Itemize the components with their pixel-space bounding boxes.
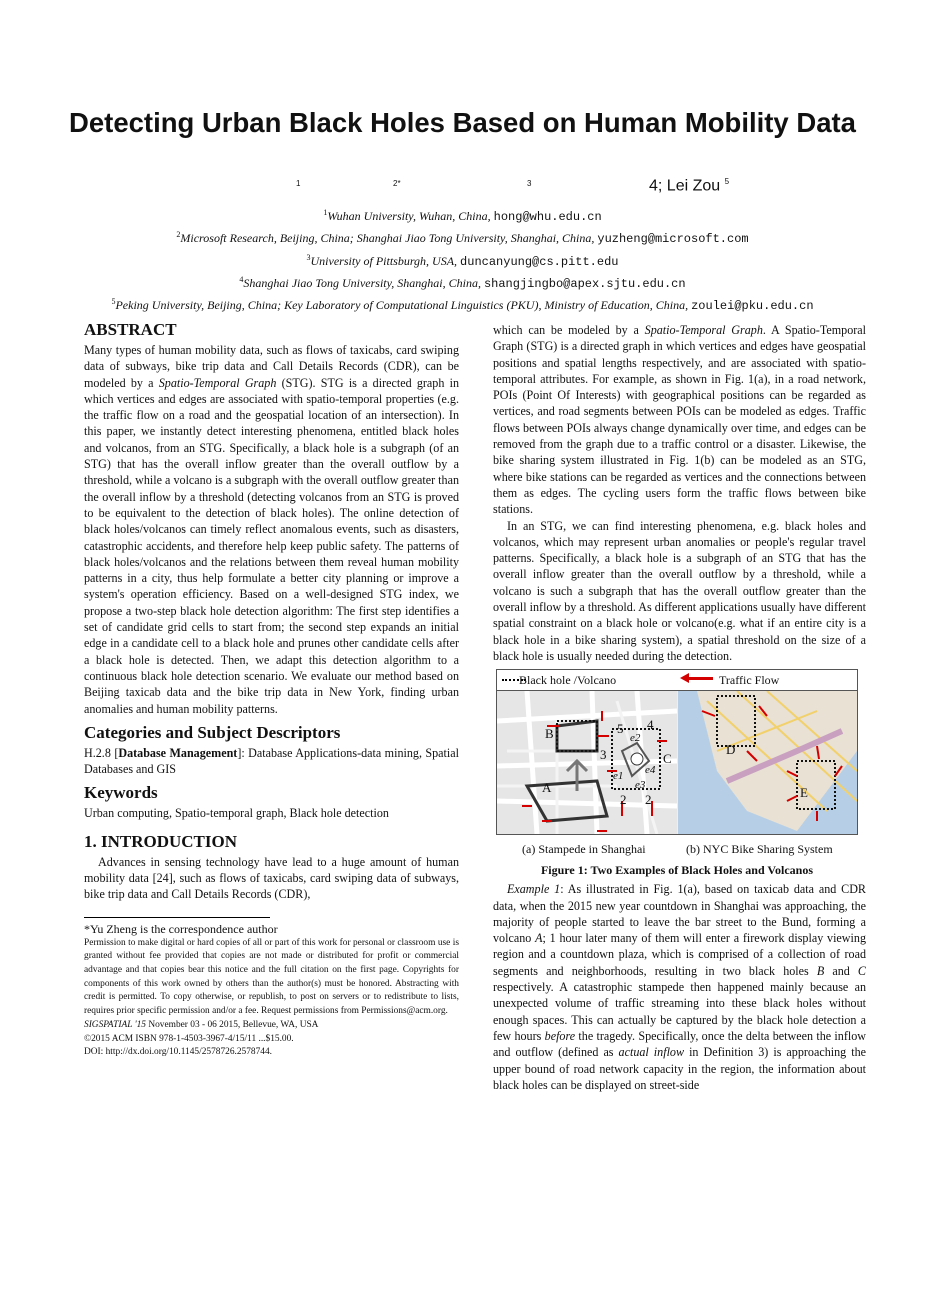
figure-caption: Figure 1: Two Examples of Black Holes and Volcanos (540, 863, 814, 878)
affiliation-sup: 3 (306, 252, 311, 262)
affiliation-sup: 4 (239, 274, 244, 284)
label-c: C (663, 751, 672, 767)
last-author-name: Lei Zou (666, 177, 721, 195)
affiliation-institution: Peking University, Beijing, China; Key Laboratory of Computational Linguistics (PKU), Ministry of Education, China, (115, 298, 689, 313)
author-sup: 1 (296, 179, 301, 188)
categories-rest: ]: Database Applications-data mining, Spatial Databases and GIS (84, 745, 459, 777)
example-text: and (824, 963, 858, 978)
label-e1: e1 (613, 770, 624, 783)
last-author-sup: 5 (724, 177, 730, 186)
label-2a: 2 (620, 792, 627, 808)
example-text: in Definition 3) is approaching the upper bound of road network capacity in the region, the information about black holes can be displayed on street-side (493, 1045, 866, 1092)
conference-line (84, 1019, 459, 1033)
conference-name: SIGSPATIAL '15 (84, 1019, 146, 1030)
map-b (678, 691, 857, 834)
conference-rest: November 03 - 06 2015, Bellevue, WA, USA (146, 1019, 319, 1030)
abstract-text (84, 342, 459, 717)
label-3: 3 (600, 747, 607, 763)
categories-text (84, 745, 459, 778)
label-4: 4 (647, 717, 654, 733)
affiliation-line (60, 226, 865, 248)
permission-block (84, 937, 459, 1060)
keywords-text: Urban computing, Spatio-temporal graph, Black hole detection (84, 806, 389, 821)
example-text: ; 1 hour later many of them will enter a firework display viewing region and a countdown plaza, which is comprised of a collection of road segments and neighborhoods, resulting in two black holes (493, 931, 866, 978)
footnote-rule (84, 917, 270, 918)
keywords-heading: Keywords (84, 783, 158, 803)
affiliation-line (60, 293, 865, 315)
label-e4: e4 (645, 764, 656, 777)
label-5: 5 (617, 721, 624, 737)
affiliation-sup: 2 (176, 230, 181, 240)
doi-line[interactable]: DOI: http://dx.doi.org/10.1145/2578726.2578744. (84, 1047, 273, 1058)
abstract-emphasis: Spatio-Temporal Graph (158, 375, 277, 390)
last-author-prefix: 4; (649, 177, 663, 195)
permission-text: Permission to make digital or hard copies of all or part of this work for personal or classroom use is granted without fee provided that copies are not made or distributed for profit or commercial advantage and that copies bear this notice and the full citation on the first page. Copyrights for components of this work owned by others than the author(s) must be honored. Abstracting with credit is permitted. To copy otherwise, or republish, to post on servers or to redistribute to lists, requires prior specific permission and/or a fee. Request permissions from Permissions@acm.org. (84, 937, 459, 1017)
abstract-heading: ABSTRACT (84, 320, 177, 339)
arrow-shaft-icon (687, 677, 713, 680)
figure-legend (496, 669, 858, 690)
example-var-b: B (816, 963, 825, 978)
author-line (60, 177, 865, 197)
map-a (497, 691, 677, 834)
author-sup: 2* (393, 179, 401, 188)
figure-subcaptions (496, 835, 858, 855)
affiliations (60, 204, 865, 315)
figure-map-svg (497, 691, 857, 834)
affiliation-institution: University of Pittsburgh, USA, (310, 253, 458, 268)
affiliation-institution: Microsoft Research, Beijing, China; Shanghai Jiao Tong University, Shanghai, China, (180, 231, 595, 246)
affiliation-line (60, 249, 865, 271)
affiliation-sup: 5 (111, 297, 116, 307)
affiliation-email[interactable]: zoulei@pku.edu.cn (691, 299, 814, 314)
example-emphasis: before (544, 1028, 576, 1043)
example-text: the tragedy. Specifically, once the delta between the inflow and outflow (defined as (493, 1028, 866, 1060)
affiliation-email[interactable]: duncanyung@cs.pitt.edu (460, 254, 619, 269)
label-a: A (542, 780, 552, 796)
label-2b: 2 (645, 792, 652, 808)
label-d: D (726, 742, 736, 758)
paper-title: Detecting Urban Black Holes Based on Human Mobility Data (69, 107, 856, 138)
example-var-a: A (535, 931, 543, 946)
categories-code: H.2.8 [ (84, 745, 119, 760)
label-e2: e2 (630, 732, 641, 745)
copyright-line: ©2015 ACM ISBN 978-1-4503-3967-4/15/11 ...$15.00. (84, 1033, 294, 1044)
affiliation-email[interactable]: yuzheng@microsoft.com (597, 232, 749, 247)
affiliation-sup: 1 (323, 208, 328, 217)
affiliation-line (60, 271, 865, 293)
intro-emphasis: Spatio-Temporal Graph (644, 323, 763, 337)
abstract-text-part: (STG). STG is a directed graph in which vertices and edges are associated with spatio-temporal properties (e.g. the traffic flow on a road and the geospatial location of an intersection). In this paper, we instantly detect interesting phenomena, entitled black holes and volcanos, from an STG. Specifically, a black hole is a subgraph (of an STG) that has the overall inflow greater than the overall outflow by a threshold, while a volcano is a subgraph with the overall outflow greater than the overall inflow by a threshold (detecting volcanos from an STG is proved to be equivalent to the detection of black holes). The online detection of black holes/volcanos can timely reflect anomalous events, such as disasters, catastrophic accidents, and therefore help keep public safety. The patterns of black holes/volcanos and the relations between them reveal human mobility patterns in a city, thus help formulate a better city planning or improve a system's operation efficiency. Based on a well-designed STG index, we propose a two-step black hole detection algorithm: The first step identifies a set of candidate grid cells to start from; the second step expands an initial edge in a candidate cell to a black hole and prunes other candidate cells after a black hole is detected. Then, we adapt this detection algorithm to a continuous black hole detection scenario. We evaluate our method based on Beijing taxicab data and the bike trip data in New York, finding urban anomalies and human mobility patterns. (84, 375, 459, 716)
right-column (493, 322, 866, 1093)
affiliation-email[interactable]: shangjingbo@apex.sjtu.edu.cn (483, 276, 686, 291)
example-text: : As illustrated in Fig. 1(a), based on taxicab data and CDR data, when the 2015 new year countdown in Shanghai was approaching, the majority of people started to leave the bar street to the Bund, forming a volcano (493, 882, 866, 946)
subcaption-a: (a) Stampede in Shanghai (522, 842, 646, 857)
intro-text-part: . A Spatio-Temporal Graph (STG) is a directed graph in which vertices and edges have geospatial positions and spatial lengths respectively, and are associated with spatio-temporal attributes. For example, as shown in Fig. 1(a), in a road network, POIs (Point Of Interests) with geographical positions can be regarded as vertices, and road segments between POIs can be modeled as edges. Traffic flows between POIs always change dynamically over time, and edges can be removed from the graph due to a traffic control or a disaster. Likewise, the bike sharing system illustrated in Fig. 1(b) can be modeled as an STG, where bike stations can be regarded as vertices and the connections between them as edges. The cycling users form the traffic flows between bike stations. (493, 323, 867, 517)
last-author (649, 177, 729, 195)
legend-flow-label: Traffic Flow (719, 673, 780, 688)
legend-blackhole-label: Black hole /Volcano (519, 673, 617, 688)
introduction-para: Advances in sensing technology have lead to a huge amount of human mobility data [24], such as flows of taxicabs, card swiping data of subways, bike trip data and Call Details Records (CDR), (84, 854, 459, 902)
figure-1 (496, 669, 858, 877)
abstract-text-part: Many types of human mobility data, such as flows of taxicabs, card swiping data of subways, bike trip data and Call Details Records (CDR), can be modeled by a (84, 343, 459, 390)
intro-continued-para (493, 322, 866, 518)
example-emphasis: actual inflow (618, 1045, 685, 1060)
author-sup: 3 (527, 179, 532, 188)
categories-heading: Categories and Subject Descriptors (84, 722, 341, 742)
affiliation-line (60, 204, 865, 226)
categories-bold: Database Management (118, 745, 238, 760)
label-e3: e3 (635, 779, 646, 792)
left-column (84, 320, 459, 1060)
subcaption-b: (b) NYC Bike Sharing System (686, 842, 833, 857)
affiliation-institution: Shanghai Jiao Tong University, Shanghai, China, (243, 275, 481, 290)
figure-panels (496, 690, 858, 835)
example-var-c: C (857, 963, 866, 978)
affiliation-institution: Wuhan University, Wuhan, China, (327, 209, 491, 223)
intro-text-part: which can be modeled by a (493, 323, 645, 337)
affiliation-email[interactable]: hong@whu.edu.cn (493, 210, 602, 224)
label-b: B (545, 726, 554, 742)
example-text: respectively. A catastrophic stampede then happened mainly because an unexpected volume of traffic streaming into these black holes without enough spaces. This can actually be captured by the black hole detection a few hours (493, 980, 866, 1043)
label-e: E (800, 785, 808, 801)
introduction-heading: 1. INTRODUCTION (84, 831, 238, 851)
footnote: *Yu Zheng is the correspondence author (84, 921, 278, 936)
example-label: Example 1 (507, 882, 561, 897)
intro-para-2: In an STG, we can find interesting phenomena, e.g. black holes and volcanos, which may represent urban anomalies or people's regular travel patterns. Specifically, a black hole is a subgraph of an STG that has the overall inflow greater than the overall outflow by a threshold, while a volcano is such a subgraph that has the overall outflow greater than the overall inflow by a threshold. As different applications usually have different spatial constraint on a black hole or volcano(e.g. what if an entire city is a black hole in a bike sharing system), a spatial threshold on the size of a black hole is usually needed during the detection. (493, 518, 866, 663)
example-para (493, 881, 866, 1093)
